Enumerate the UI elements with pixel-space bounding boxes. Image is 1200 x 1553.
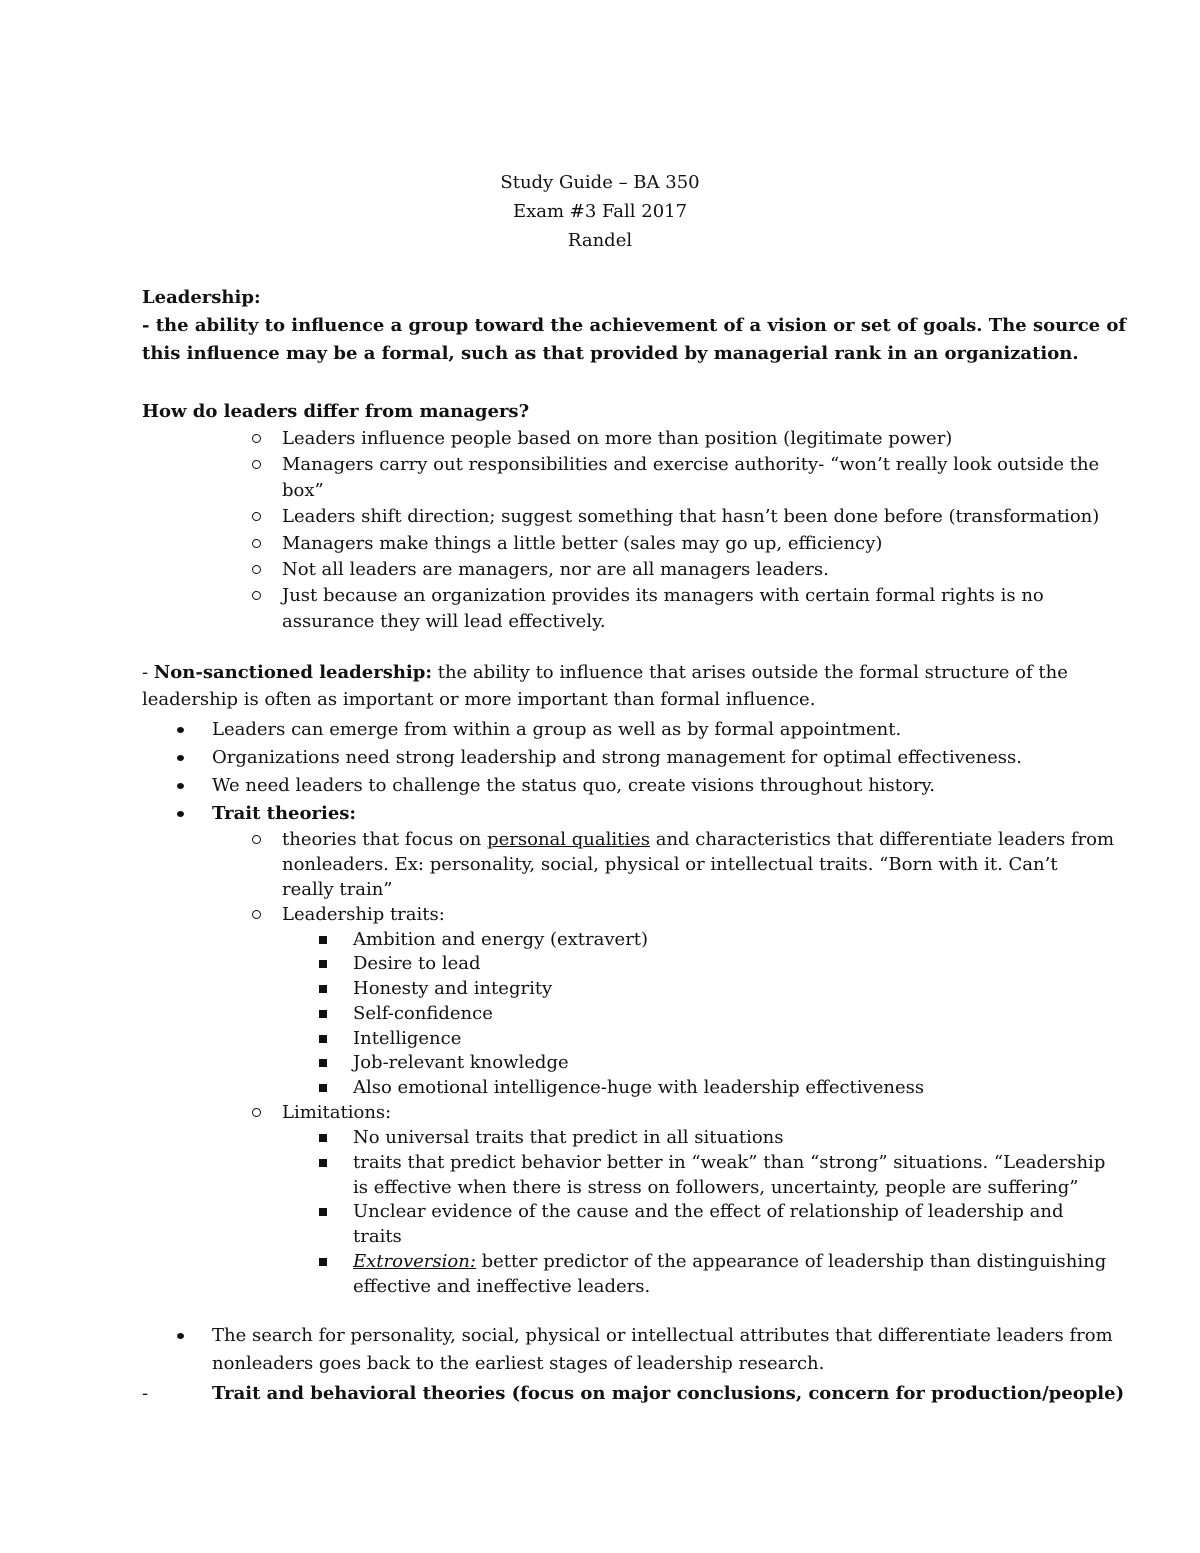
- limitation-item-continued: is effective when there is stress on followers, uncertainty, people are suffering”: [353, 1177, 1079, 1198]
- leadership-definition-line2: this influence may be a formal, such as that provided by managerial rank in an organization.: [142, 343, 1079, 364]
- limitation-item: traits that predict behavior better in “weak” than “strong” situations. “Leadership: [353, 1152, 1106, 1173]
- extroversion-line1: [353, 1249, 1106, 1275]
- circle-bullet-icon: [252, 565, 261, 574]
- square-bullet-icon: [319, 936, 327, 944]
- nonsanctioned-dash: -: [142, 662, 154, 683]
- limitation-item-continued: traits: [353, 1226, 402, 1247]
- managers-item: Not all leaders are managers, nor are all managers leaders.: [282, 559, 829, 580]
- managers-item: Leaders shift direction; suggest something that hasn’t been done before (transformation): [282, 506, 1100, 527]
- disc-bullet-icon: [177, 811, 184, 817]
- circle-bullet-icon: [252, 434, 261, 443]
- final-dash: -: [142, 1383, 149, 1404]
- trait-def-post: and characteristics that differentiate leaders from: [650, 829, 1115, 850]
- managers-item-continued: box”: [282, 480, 324, 501]
- limitation-item: No universal traits that predict in all situations: [353, 1127, 784, 1148]
- leadership-heading: Leadership:: [142, 287, 261, 308]
- circle-bullet-icon: [252, 512, 261, 521]
- square-bullet-icon: [319, 1258, 327, 1266]
- trait-definition-line3: really train”: [282, 879, 393, 900]
- trait-item: Also emotional intelligence-huge with leadership effectiveness: [353, 1077, 925, 1098]
- trait-definition-line1: [282, 827, 1114, 853]
- disc-bullet-icon: [177, 783, 184, 789]
- limitation-item: Unclear evidence of the cause and the effect of relationship of leadership and: [353, 1201, 1064, 1222]
- disc-bullet-icon: [177, 1333, 184, 1339]
- managers-item: Managers make things a little better (sales may go up, efficiency): [282, 533, 883, 554]
- disc-bullet-icon: [177, 755, 184, 761]
- leadership-traits-heading: Leadership traits:: [282, 904, 445, 925]
- circle-bullet-icon: [252, 539, 261, 548]
- square-bullet-icon: [319, 985, 327, 993]
- nonsanctioned-definition-line1: [142, 660, 1068, 686]
- trait-item: Self-confidence: [353, 1003, 493, 1024]
- trait-item: Honesty and integrity: [353, 978, 553, 999]
- trait-item: Ambition and energy (extravert): [353, 929, 649, 950]
- square-bullet-icon: [319, 960, 327, 968]
- square-bullet-icon: [319, 1084, 327, 1092]
- circle-bullet-icon: [252, 835, 261, 844]
- search-line2: nonleaders goes back to the earliest stages of leadership research.: [212, 1353, 825, 1374]
- nonsanctioned-bullet: Organizations need strong leadership and strong management for optimal effectiveness.: [212, 747, 1022, 768]
- managers-heading: How do leaders differ from managers?: [142, 401, 530, 422]
- trait-def-underlined: personal qualities: [487, 829, 650, 850]
- search-line1: The search for personality, social, physical or intellectual attributes that differentiate leaders from: [212, 1325, 1113, 1346]
- square-bullet-icon: [319, 1059, 327, 1067]
- doc-instructor: Randel: [567, 230, 633, 251]
- leadership-definition-line1: - the ability to influence a group toward the achievement of a vision or set of goals. The source of: [142, 315, 1127, 336]
- doc-exam: Exam #3 Fall 2017: [512, 201, 688, 222]
- trait-theories-heading: Trait theories:: [212, 803, 357, 824]
- square-bullet-icon: [319, 1035, 327, 1043]
- final-heading: Trait and behavioral theories (focus on major conclusions, concern for production/people): [212, 1383, 1125, 1404]
- nonsanctioned-bullet: Leaders can emerge from within a group as well as by formal appointment.: [212, 719, 902, 740]
- managers-item-continued: assurance they will lead effectively.: [282, 611, 606, 632]
- extroversion-def: better predictor of the appearance of leadership than distinguishing: [475, 1251, 1107, 1272]
- disc-bullet-icon: [177, 727, 184, 733]
- extroversion-line2: effective and ineffective leaders.: [353, 1276, 651, 1297]
- trait-item: Desire to lead: [353, 953, 481, 974]
- circle-bullet-icon: [252, 1108, 261, 1117]
- trait-def-pre: theories that focus on: [282, 829, 488, 850]
- managers-item: Leaders influence people based on more than position (legitimate power): [282, 428, 953, 449]
- trait-definition-line2: nonleaders. Ex: personality, social, physical or intellectual traits. “Born with it. Can’t: [282, 854, 1058, 875]
- square-bullet-icon: [319, 1134, 327, 1142]
- square-bullet-icon: [319, 1208, 327, 1216]
- square-bullet-icon: [319, 1010, 327, 1018]
- extroversion-term: Extroversion:: [353, 1251, 476, 1272]
- trait-item: Job-relevant knowledge: [353, 1052, 569, 1073]
- square-bullet-icon: [319, 1159, 327, 1167]
- doc-title: Study Guide – BA 350: [500, 172, 700, 193]
- trait-item: Intelligence: [353, 1028, 462, 1049]
- nonsanctioned-bullet: We need leaders to challenge the status quo, create visions throughout history.: [212, 775, 935, 796]
- nonsanctioned-def: the ability to influence that arises outside the formal structure of the: [432, 662, 1068, 683]
- nonsanctioned-definition-line2: leadership is often as important or more important than formal influence.: [142, 689, 816, 710]
- managers-item: Just because an organization provides its managers with certain formal rights is no: [282, 585, 1044, 606]
- limitations-heading: Limitations:: [282, 1102, 392, 1123]
- circle-bullet-icon: [252, 460, 261, 469]
- circle-bullet-icon: [252, 591, 261, 600]
- nonsanctioned-term: Non-sanctioned leadership:: [153, 662, 432, 683]
- managers-item: Managers carry out responsibilities and exercise authority- “won’t really look outside the: [282, 454, 1100, 475]
- circle-bullet-icon: [252, 910, 261, 919]
